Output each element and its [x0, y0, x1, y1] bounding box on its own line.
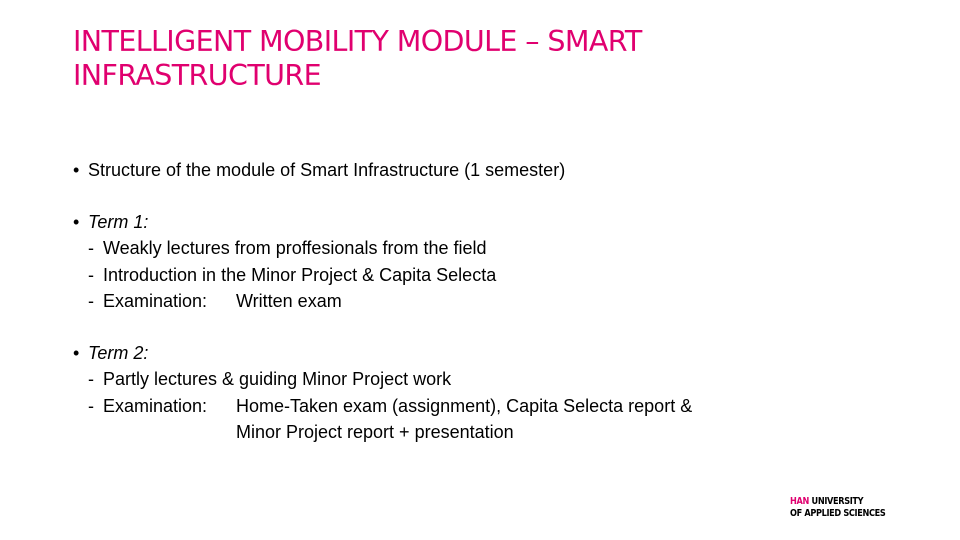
dash-icon: -	[88, 264, 94, 285]
term-1-heading: Term 1:	[88, 211, 149, 232]
bullet-term-1	[73, 209, 893, 236]
slide-content	[73, 157, 893, 446]
bullet-term-2	[73, 340, 893, 367]
dash-icon: -	[88, 238, 94, 258]
term-1-exam-value: Written exam	[236, 291, 342, 311]
term-1-item-2	[73, 262, 893, 289]
dash-icon: -	[88, 291, 94, 311]
slide-title-line-1: INTELLIGENT MOBILITY MODULE – SMART	[73, 25, 642, 58]
logo-brand: HAN	[790, 496, 809, 507]
han-university-logo	[790, 496, 885, 520]
slide-title	[73, 25, 833, 93]
term-1-item-1-text: Weakly lectures from proffesionals from the field	[103, 238, 487, 258]
term-2-heading: Term 2:	[88, 342, 149, 363]
dash-icon: -	[88, 395, 94, 416]
term-2-exam-label: Examination:	[103, 395, 208, 416]
term-2-examination	[73, 393, 893, 420]
bullet-structure-text: Structure of the module of Smart Infrastructure (1 semester)	[88, 160, 566, 180]
term-2-exam-value-continued: Minor Project report + presentation	[236, 422, 514, 442]
slide-title-line-2: INFRASTRUCTURE	[73, 59, 322, 92]
term-1-item-2-text: Introduction in the Minor Project & Capita Selecta	[103, 264, 497, 285]
term-2-item-1	[73, 366, 893, 393]
logo-line-2: OF APPLIED SCIENCES	[790, 508, 886, 519]
bullet-icon: •	[73, 160, 80, 180]
term-1-item-1	[73, 235, 893, 262]
term-2-exam-value: Home-Taken exam (assignment), Capita Selecta report &	[236, 395, 693, 416]
dash-icon: -	[88, 369, 94, 389]
logo-university: UNIVERSITY	[811, 496, 864, 507]
bullet-icon: •	[73, 342, 80, 363]
term-1-exam-label: Examination:	[103, 291, 208, 311]
term-2-item-1-text: Partly lectures & guiding Minor Project work	[103, 369, 452, 389]
term-1-examination	[73, 288, 893, 315]
bullet-icon: •	[73, 211, 80, 232]
bullet-structure	[73, 157, 893, 184]
logo-line-1	[790, 496, 885, 508]
